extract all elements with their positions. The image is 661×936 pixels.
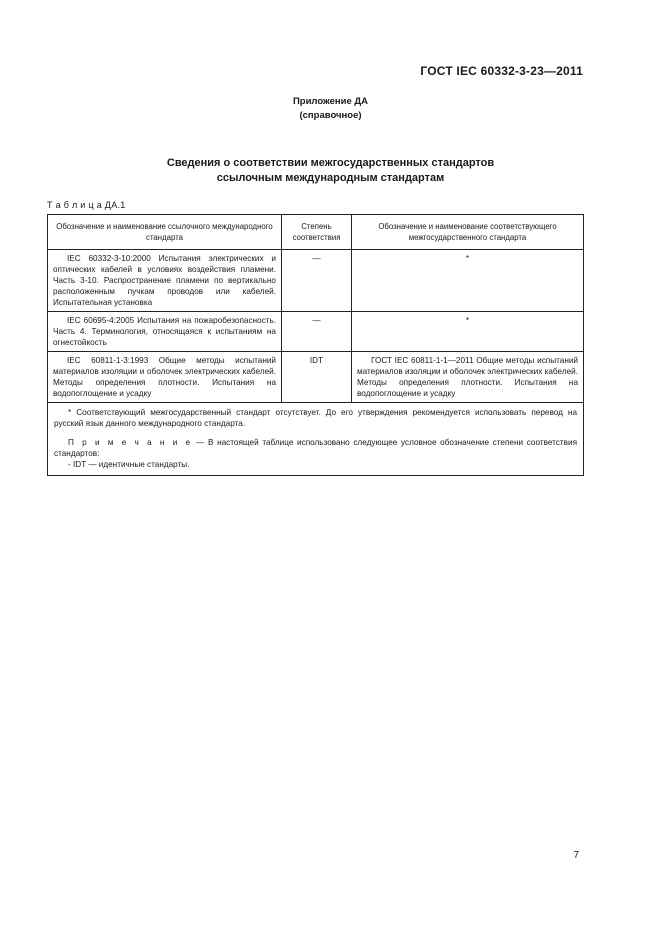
note-item: - IDT — идентичные стандарты.: [68, 460, 190, 469]
degree-cell: —: [282, 250, 352, 312]
table-row: [48, 250, 584, 312]
correspondence-table: [47, 214, 584, 476]
note-text: — В настоящей таблице использовано следующее условное обозначение степени соответствия стандартов:: [54, 438, 577, 458]
degree-cell: —: [282, 312, 352, 352]
note-label: П р и м е ч а н и е: [68, 438, 193, 447]
appendix-title: Приложение ДА: [292, 96, 369, 107]
intl-standard-cell: IEC 60695-4:2005 Испытания на пожаробезопасность. Часть 4. Терминология, относящаяся к испытаниям на огнестойкость: [48, 312, 282, 352]
national-standard-cell: *: [352, 250, 584, 312]
header-intl-standard: Обозначение и наименование ссылочного международного стандарта: [48, 215, 282, 250]
footnote-text: * Соответствующий межгосударственный стандарт отсутствует. До его утверждения рекомендуется использовать перевод на русский язык данного международного стандарта.: [54, 408, 577, 428]
document-header-standard: ГОСТ IEC 60332-3-23—2011: [420, 64, 583, 78]
table-row: [48, 352, 584, 403]
footnote-cell: [48, 403, 584, 476]
table-note: [54, 437, 577, 459]
table-caption: Т а б л и ц а ДА.1: [47, 200, 126, 210]
national-standard-cell: *: [352, 312, 584, 352]
page-number: 7: [573, 850, 579, 861]
table-footnote-row: [48, 403, 584, 476]
section-title: [0, 156, 661, 186]
intl-standard-cell: IEC 60332-3-10:2000 Испытания электрических и оптических кабелей в условиях воздействия пламени. Часть 3-10. Распространение пламени по вертикально расположенным пучкам проводов или кабелей. Испытательная установка: [48, 250, 282, 312]
section-title-line2: ссылочным международным стандартам: [216, 172, 445, 184]
header-degree: Степень соответствия: [282, 215, 352, 250]
header-national-standard: Обозначение и наименование соответствующего межгосударственного стандарта: [352, 215, 584, 250]
table-row: [48, 312, 584, 352]
section-title-line1: Сведения о соответствии межгосударственных стандартов: [166, 157, 495, 169]
table-header-row: [48, 215, 584, 250]
appendix-note: (справочное): [299, 110, 362, 121]
appendix-heading: [0, 95, 661, 123]
intl-standard-cell: IEC 60811-1-3:1993 Общие методы испытаний материалов изоляции и оболочек электрических кабелей. Методы определения плотности. Испытания на водопоглощение и усадку: [48, 352, 282, 403]
national-standard-cell: ГОСТ IEC 60811-1-1—2011 Общие методы испытаний материалов изоляции и оболочек электрических кабелей. Методы определения плотности. Испытания на водопоглощение и усадку: [352, 352, 584, 403]
degree-cell: IDT: [282, 352, 352, 403]
